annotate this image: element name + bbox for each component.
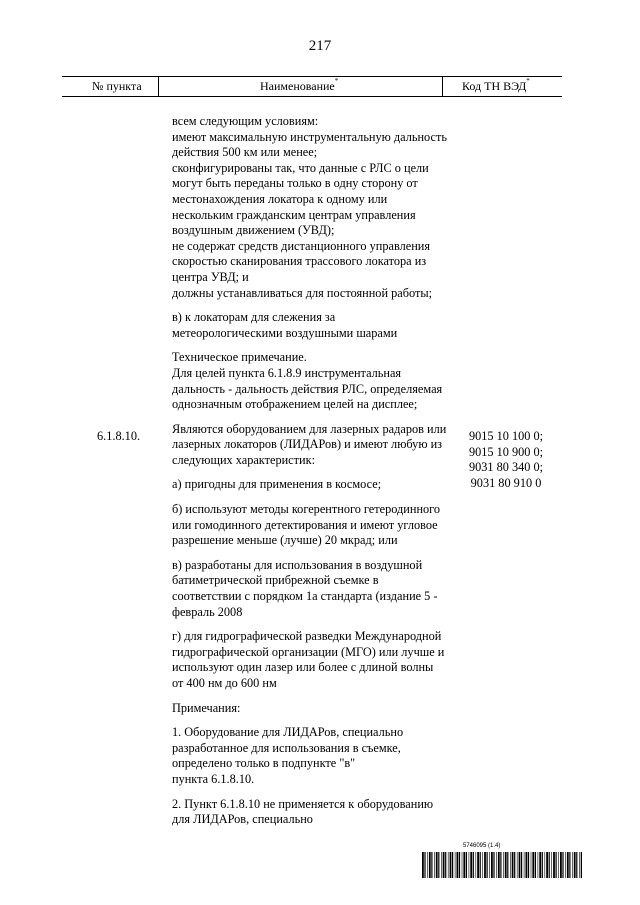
- page-number: 217: [308, 38, 332, 54]
- barcode-icon: [422, 852, 582, 878]
- header-divider: [158, 77, 159, 96]
- paragraph: а) пригодны для применения в космосе;: [172, 477, 382, 492]
- paragraph: Примечания:: [172, 700, 241, 715]
- tn-ved-codes: [456, 429, 556, 491]
- paragraph: всем следующим условиям: имеют максимальную инструментальную дальность действия 500 км или менее; сконфигурированы так, что данные с РЛС о цели могут быть переданы только в одну сторону от местонахождения локатора к одному или нескольким гражданским центрам управления воздушным движением (УВД); не содержат средств дистанционного управления скоростью сканирования трассового локатора из центра УВД; и должны устанавливаться для постоянной работы;: [172, 114, 447, 300]
- paragraph: 1. Оборудование для ЛИДАРов, специально разработанное для использования в съемке, определено только в подпункте "в" пункта 6.1.8.10.: [172, 725, 404, 786]
- header-name: Наименование*: [260, 77, 339, 93]
- paragraph: в) к локаторам для слежения за метеорологическими воздушными шарами: [172, 310, 398, 340]
- point-number: 6.1.8.10.: [97, 429, 141, 443]
- tn-ved-code: 9015 10 900 0;: [468, 444, 544, 459]
- name-column: [172, 114, 447, 837]
- table-header: [62, 76, 562, 97]
- header-divider: [442, 77, 443, 96]
- barcode-label: 5746095 (1.4): [463, 843, 501, 849]
- tn-ved-code: 9015 10 100 0;: [468, 429, 544, 443]
- tn-ved-code: 9031 80 340 0;: [468, 460, 544, 475]
- paragraph: Являются оборудованием для лазерных радаров или лазерных локаторов (ЛИДАРов) и имеют любую из следующих характеристик:: [172, 421, 447, 467]
- paragraph: б) используют методы когерентного гетеродинного или гомодинного детектирования и имеют угловое разрешение меньше (лучше) 20 мкрад; или: [172, 502, 441, 548]
- paragraph: 2. Пункт 6.1.8.10 не применяется к оборудованию для ЛИДАРов, специально: [172, 796, 434, 827]
- paragraph: в) разработаны для использования в воздушной батиметрической прибрежной съемке в соответствии с порядком 1а стандарта (издание 5 - февраль 2008: [172, 557, 438, 619]
- paragraph: г) для гидрографической разведки Международной гидрографической организации (МГО) или лучше и используют один лазер или более с длиной волны от 400 нм до 600 нм: [172, 629, 445, 690]
- paragraph: Техническое примечание. Для целей пункта 6.1.8.9 инструментальная дальность - дальность действия РЛС, определяемая однозначным отображением целей на дисплее;: [172, 350, 443, 412]
- header-code: Код ТН ВЭД*: [462, 77, 530, 93]
- header-number: № пункта: [92, 79, 142, 93]
- tn-ved-code: 9031 80 910 0: [470, 475, 542, 490]
